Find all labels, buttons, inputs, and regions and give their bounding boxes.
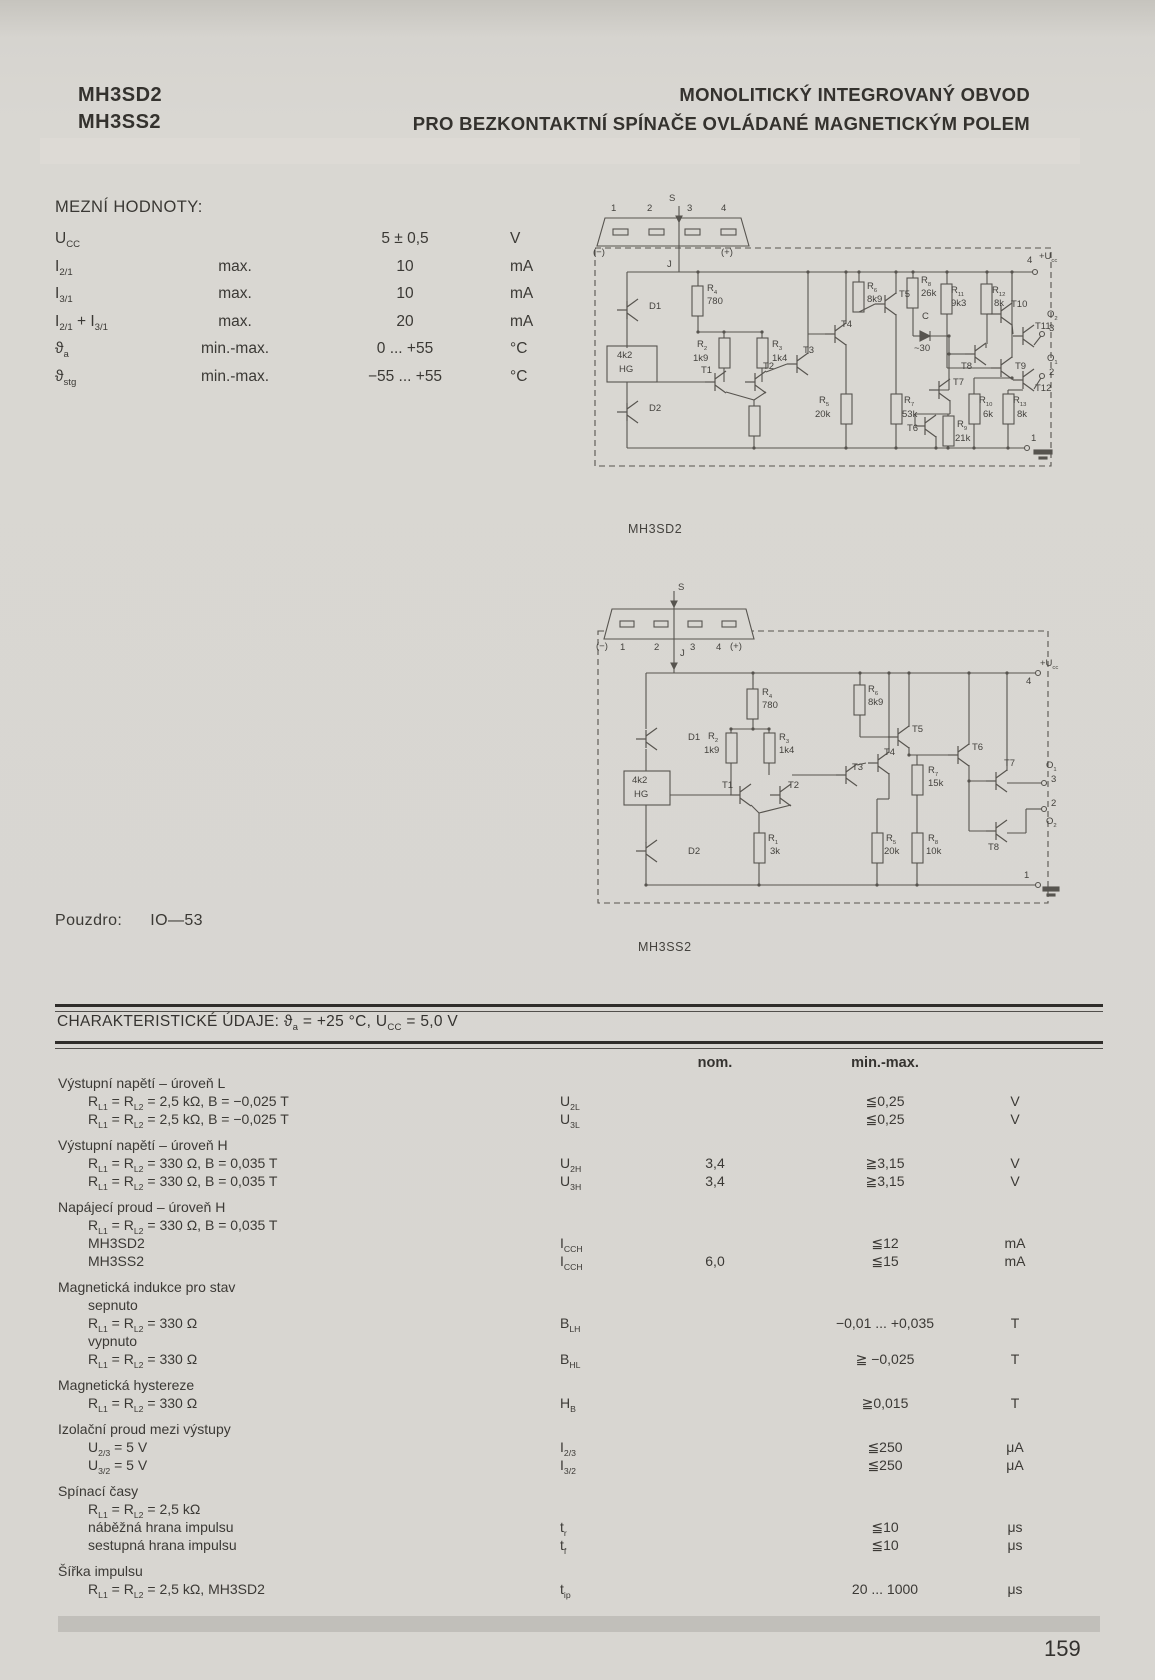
component-label: $O_1$ xyxy=(1046,760,1057,773)
component-label: 4k2 xyxy=(632,775,648,786)
c-param: $R_{L1} = R_{L2} = 330$ Ω xyxy=(88,1351,198,1370)
component-label: 1k9 xyxy=(704,745,720,756)
char-section-heading xyxy=(55,1377,1103,1395)
package-note-label: Pouzdro: xyxy=(55,912,123,929)
char-row xyxy=(55,1519,1103,1537)
c-unit: T xyxy=(1010,1351,1020,1367)
char-row xyxy=(55,1501,1103,1519)
component-label: 1k4 xyxy=(772,353,788,364)
component-label: $R_3$ xyxy=(779,732,790,745)
c-param: náběžná hrana impulsu xyxy=(88,1519,234,1535)
l-val: 10 xyxy=(396,285,414,302)
component-label: T6 xyxy=(907,423,919,434)
c-sym: $t_f$ xyxy=(560,1537,567,1556)
c-mm: 20 ... 1000 xyxy=(851,1581,919,1597)
component-label: $R_3$ xyxy=(772,339,783,352)
c-mm: ≦10 xyxy=(871,1519,899,1535)
scan-artifact-band xyxy=(40,138,1080,164)
char-row xyxy=(55,1395,1103,1413)
c-param: $R_{L1} = R_{L2} = 330$ Ω xyxy=(88,1395,198,1414)
component-label: (−) xyxy=(596,641,608,652)
c-param: $U_{3/2} = 5$ V xyxy=(88,1457,148,1476)
component-label: T8 xyxy=(988,842,1000,853)
component-label: $R_{10}$ xyxy=(979,395,993,408)
c-sym: $U_{3H}$ xyxy=(560,1173,582,1192)
component-label: $R_6$ xyxy=(868,684,879,697)
component-label: 4 xyxy=(1026,676,1032,687)
char-section-heading xyxy=(55,1279,1103,1297)
component-label: 1 xyxy=(1031,433,1037,444)
component-label: $R_4$ xyxy=(762,687,773,700)
l-cond: min.-max. xyxy=(200,340,270,357)
title-line-2: PRO BEZKONTAKTNÍ SPÍNAČE OVLÁDANÉ MAGNETICKÝM POLEM xyxy=(412,113,1030,134)
component-label: 2 xyxy=(1051,798,1057,809)
c-param: $U_{2/3} = 5$ V xyxy=(88,1439,148,1458)
l-sym: $ϑ_a$ xyxy=(55,340,69,361)
component-label: T1 xyxy=(722,780,734,791)
page-number: 159 xyxy=(1044,1636,1081,1661)
circuit-diagram-mh3ss2 xyxy=(596,582,1061,910)
component-label: T2 xyxy=(788,780,800,791)
c-param: MH3SS2 xyxy=(88,1253,145,1269)
component-label: $O_2$ xyxy=(1047,309,1058,322)
component-label: 9k3 xyxy=(951,298,967,309)
component-label: $R_7$ xyxy=(928,765,939,778)
char-section-heading xyxy=(55,1137,1103,1155)
component-label: $R_5$ xyxy=(886,833,897,846)
component-label: 15k xyxy=(928,778,944,789)
component-label: $R_2$ xyxy=(708,731,719,744)
component-label: ~30 xyxy=(914,343,931,354)
char-row xyxy=(55,1315,1103,1333)
component-label: T6 xyxy=(972,742,984,753)
component-label: 3 xyxy=(687,203,693,214)
component-label: HG xyxy=(619,364,634,375)
component-label: S xyxy=(678,582,685,593)
c-unit: V xyxy=(1010,1173,1020,1189)
circuit-diagram-mh3sd2 xyxy=(591,193,1067,476)
component-label: T8 xyxy=(961,361,973,372)
l-unit: mA xyxy=(510,312,534,330)
c-unit: μs xyxy=(1007,1581,1023,1597)
component-label: $+U_{cc}$ xyxy=(1040,658,1059,671)
schematic1-caption: MH3SD2 xyxy=(628,522,683,536)
component-label: 3 xyxy=(1049,323,1055,334)
c-sym: $B_{HL}$ xyxy=(560,1351,581,1370)
component-label: 20k xyxy=(815,409,831,420)
component-label: $R_6$ xyxy=(867,281,878,294)
c-unit: V xyxy=(1010,1155,1020,1171)
c-unit: μs xyxy=(1007,1537,1023,1553)
component-label: $+U_{cc}$ xyxy=(1039,251,1058,264)
l-sym: $I_{3/1}$ xyxy=(55,285,73,306)
component-label: 2 xyxy=(1049,367,1055,378)
component-label: 1 xyxy=(611,203,617,214)
c-param: Magnetická indukce pro stav xyxy=(58,1279,236,1295)
component-label: T3 xyxy=(852,762,864,773)
c-param: sepnuto xyxy=(88,1297,138,1313)
limit-row xyxy=(55,336,595,364)
c-unit: T xyxy=(1010,1395,1020,1411)
char-row xyxy=(55,1235,1103,1253)
component-label: 20k xyxy=(884,846,900,857)
component-label: 8k9 xyxy=(867,294,883,305)
l-sym: $ϑ_{stg}$ xyxy=(55,367,77,388)
c-param: Napájecí proud – úroveň H xyxy=(58,1199,226,1215)
c-param: $R_{L1} = R_{L2} = 330$ Ω, B = 0,035 T xyxy=(88,1155,278,1174)
c-param: $R_{L1} = R_{L2} = 330$ Ω, B = 0,035 T xyxy=(88,1173,278,1192)
component-label: 53k xyxy=(902,409,918,420)
char-row xyxy=(55,1217,1103,1235)
char-row xyxy=(55,1173,1103,1191)
l-val: 20 xyxy=(396,312,414,330)
component-label: 780 xyxy=(762,700,778,711)
c-param: Magnetická hystereze xyxy=(58,1377,195,1393)
component-label: D1 xyxy=(649,301,662,312)
limit-row xyxy=(55,364,595,392)
l-unit: mA xyxy=(510,257,534,275)
component-label: 6k xyxy=(983,409,994,420)
char-row xyxy=(55,1457,1103,1475)
component-label: 8k xyxy=(1017,409,1028,420)
c-sym: $t_{ip}$ xyxy=(560,1581,571,1600)
component-label: $O_2$ xyxy=(1046,816,1057,829)
l-cond: max. xyxy=(218,285,252,302)
l-unit: °C xyxy=(510,367,528,385)
part-number-2: MH3SS2 xyxy=(78,111,162,133)
component-label: 26k xyxy=(921,288,937,299)
component-label: $R_8$ xyxy=(921,275,932,288)
c-mm: ≧0,015 xyxy=(861,1395,909,1411)
c-param: MH3SD2 xyxy=(88,1235,145,1251)
c-sym: $t_r$ xyxy=(560,1519,567,1538)
part-number-1: MH3SD2 xyxy=(78,84,163,106)
c-param: $R_{L1} = R_{L2} = 330$ Ω, B = 0,035 T xyxy=(88,1217,278,1236)
component-label: T9 xyxy=(1015,361,1027,372)
c-sym: $B_{LH}$ xyxy=(560,1315,581,1334)
l-unit: V xyxy=(510,230,521,247)
limit-row xyxy=(55,281,595,309)
c-param: Výstupní napětí – úroveň H xyxy=(58,1137,228,1153)
c-param: $R_{L1} = R_{L2} = 330$ Ω xyxy=(88,1315,198,1334)
c-unit: V xyxy=(1010,1111,1020,1127)
component-label: T1 xyxy=(701,365,713,376)
limit-row xyxy=(55,254,595,282)
c-mm: −0,01 ... +0,035 xyxy=(835,1315,935,1331)
component-label: $R_9$ xyxy=(957,419,968,432)
page-title xyxy=(300,80,1030,138)
c-param: $R_{L1} = R_{L2} = 2,5$ kΩ, B = −0,025 T xyxy=(88,1111,289,1130)
schematic2-caption: MH3SS2 xyxy=(638,940,692,954)
component-label: D2 xyxy=(649,403,662,414)
c-sym: $I_{3/2}$ xyxy=(560,1457,576,1476)
component-label: T7 xyxy=(1004,758,1016,769)
l-sym: $I_{2/1} + I_{3/1}$ xyxy=(55,312,108,333)
c-sym: $H_B$ xyxy=(560,1395,576,1414)
c-param: Výstupní napětí – úroveň L xyxy=(58,1075,226,1091)
title-line-1: MONOLITICKÝ INTEGROVANÝ OBVOD xyxy=(679,84,1030,105)
l-cond: max. xyxy=(218,312,252,330)
circuit-linework-mh3sd2 xyxy=(591,198,1067,476)
component-label: 3k xyxy=(770,846,781,857)
c-unit: μA xyxy=(1006,1457,1024,1473)
c-nom: 3,4 xyxy=(705,1155,725,1171)
component-label: D2 xyxy=(688,846,701,857)
part-numbers xyxy=(78,82,162,136)
c-mm: ≦0,25 xyxy=(865,1111,905,1127)
char-row xyxy=(55,1155,1103,1173)
component-label: S xyxy=(669,193,676,204)
c-param: Izolační proud mezi výstupy xyxy=(58,1421,231,1437)
c-param: $R_{L1} = R_{L2} = 2,5$ kΩ xyxy=(88,1501,201,1520)
component-label: T2 xyxy=(763,361,775,372)
component-label: $R_{13}$ xyxy=(1013,395,1027,408)
component-label: T11 xyxy=(1035,321,1051,332)
circuit-linework-mh3ss2 xyxy=(596,582,1061,910)
c-mm: ≦10 xyxy=(871,1537,899,1553)
component-label: T5 xyxy=(899,289,911,300)
c-mm: ≧3,15 xyxy=(865,1155,905,1171)
c-unit: mA xyxy=(1004,1253,1026,1269)
c-mm: ≦250 xyxy=(867,1457,903,1473)
component-label: T7 xyxy=(953,377,965,388)
characteristics-table xyxy=(55,1075,1103,1599)
char-section-heading xyxy=(55,1563,1103,1581)
c-sym: $U_{3L}$ xyxy=(560,1111,580,1130)
c-param: sestupná hrana impulsu xyxy=(88,1537,237,1553)
component-label: T4 xyxy=(884,747,896,758)
component-label: $R_1$ xyxy=(768,833,779,846)
l-val: 0 ... +55 xyxy=(376,340,434,357)
component-label: 2 xyxy=(647,203,653,214)
c-mm: ≦0,25 xyxy=(865,1093,905,1109)
c-param: Spínací časy xyxy=(58,1483,139,1499)
component-label: 3 xyxy=(1051,774,1057,785)
component-label: C xyxy=(922,311,929,322)
component-label: $R_2$ xyxy=(697,339,708,352)
c-unit: V xyxy=(1010,1093,1020,1109)
component-label: T4 xyxy=(841,319,853,330)
c-mm: ≦250 xyxy=(867,1439,903,1455)
component-label: D1 xyxy=(688,732,701,743)
component-label: T10 xyxy=(1011,299,1028,310)
component-label: $R_4$ xyxy=(707,283,718,296)
component-label: 2 xyxy=(654,642,660,653)
package-note-value: IO—53 xyxy=(150,912,203,929)
c-sym: $I_{CCH}$ xyxy=(560,1253,583,1272)
component-label: $R_{11}$ xyxy=(951,285,964,298)
table-rule-mid xyxy=(55,1041,1103,1049)
component-label: T12 xyxy=(1035,383,1052,394)
l-unit: °C xyxy=(510,340,528,357)
characteristics-heading: CHARAKTERISTICKÉ ÚDAJE: $ϑ_a = +25$ °C, $U_{CC} = 5,0$ V xyxy=(57,1013,459,1034)
l-unit: mA xyxy=(510,285,534,302)
c-nom: 6,0 xyxy=(705,1253,725,1269)
l-sym: $I_{2/1}$ xyxy=(55,257,73,278)
c-mm: ≦15 xyxy=(871,1253,899,1269)
component-label: $R_7$ xyxy=(904,395,915,408)
column-header-nom: nom. xyxy=(697,1055,733,1071)
char-row xyxy=(55,1111,1103,1129)
limits-heading: MEZNÍ HODNOTY: xyxy=(55,198,203,216)
limits-table xyxy=(55,226,595,391)
char-row xyxy=(55,1537,1103,1555)
component-label: 8k xyxy=(994,298,1005,309)
l-sym: $U_{CC}$ xyxy=(55,230,81,251)
component-label: 1 xyxy=(1024,870,1030,881)
c-sym: $I_{2/3}$ xyxy=(560,1439,576,1458)
char-row xyxy=(55,1333,1103,1351)
table-rule-top xyxy=(55,1004,1103,1012)
l-val: 5 ± 0,5 xyxy=(381,230,429,247)
limit-row xyxy=(55,226,595,254)
char-section-heading xyxy=(55,1421,1103,1439)
component-label: 21k xyxy=(955,433,971,444)
component-label: 4 xyxy=(721,203,727,214)
c-sym: $U_{2H}$ xyxy=(560,1155,582,1174)
component-label: T3 xyxy=(803,345,815,356)
c-unit: μs xyxy=(1007,1519,1023,1535)
char-section-heading xyxy=(55,1483,1103,1501)
component-label: 780 xyxy=(707,296,723,307)
limit-row xyxy=(55,309,595,337)
component-label: 1 xyxy=(620,642,626,653)
component-label: J xyxy=(680,648,685,659)
c-unit: T xyxy=(1010,1315,1020,1331)
char-row xyxy=(55,1093,1103,1111)
component-label: (+) xyxy=(730,641,742,652)
l-val: −55 ... +55 xyxy=(367,367,443,385)
char-section-heading xyxy=(55,1199,1103,1217)
c-sym: $U_{2L}$ xyxy=(560,1093,580,1112)
char-row xyxy=(55,1351,1103,1369)
char-row xyxy=(55,1253,1103,1271)
c-unit: mA xyxy=(1004,1235,1026,1251)
component-label: $O_1$ xyxy=(1047,353,1058,366)
c-mm: ≦12 xyxy=(871,1235,899,1251)
c-param: $R_{L1} = R_{L2} = 2,5$ kΩ, B = −0,025 T xyxy=(88,1093,289,1112)
char-row xyxy=(55,1581,1103,1599)
component-label: 1k4 xyxy=(779,745,795,756)
component-label: $R_8$ xyxy=(928,833,939,846)
component-label: 3 xyxy=(690,642,696,653)
component-label: T5 xyxy=(912,724,924,735)
char-row xyxy=(55,1439,1103,1457)
component-label: HG xyxy=(634,789,649,800)
component-label: 1k9 xyxy=(693,353,709,364)
c-mm: ≧3,15 xyxy=(865,1173,905,1189)
component-label: (−) xyxy=(593,247,605,258)
char-section-heading xyxy=(55,1075,1103,1093)
c-sym: $I_{CCH}$ xyxy=(560,1235,583,1254)
l-val: 10 xyxy=(396,257,414,275)
component-label: 8k9 xyxy=(868,697,884,708)
component-label: $R_{12}$ xyxy=(992,285,1006,298)
component-label: 4 xyxy=(716,642,722,653)
c-nom: 3,4 xyxy=(705,1173,725,1189)
c-param: $R_{L1} = R_{L2} = 2,5$ kΩ, MH3SD2 xyxy=(88,1581,265,1600)
component-label: 4k2 xyxy=(617,350,633,361)
c-unit: μA xyxy=(1006,1439,1024,1455)
c-param: vypnuto xyxy=(88,1333,138,1349)
footer-scan-bar xyxy=(58,1616,1100,1632)
l-cond: min.-max. xyxy=(200,367,270,385)
component-label: (+) xyxy=(721,247,733,258)
component-label: 4 xyxy=(1027,255,1033,266)
column-header-minmax: min.-max. xyxy=(851,1055,919,1071)
c-param: Šířka impulsu xyxy=(58,1563,143,1579)
package-note xyxy=(55,912,203,930)
char-row xyxy=(55,1297,1103,1315)
component-label: 10k xyxy=(926,846,942,857)
component-label: J xyxy=(667,259,672,270)
l-cond: max. xyxy=(218,257,252,275)
component-label: $R_5$ xyxy=(819,395,830,408)
c-mm: ≧ −0,025 xyxy=(855,1351,915,1367)
